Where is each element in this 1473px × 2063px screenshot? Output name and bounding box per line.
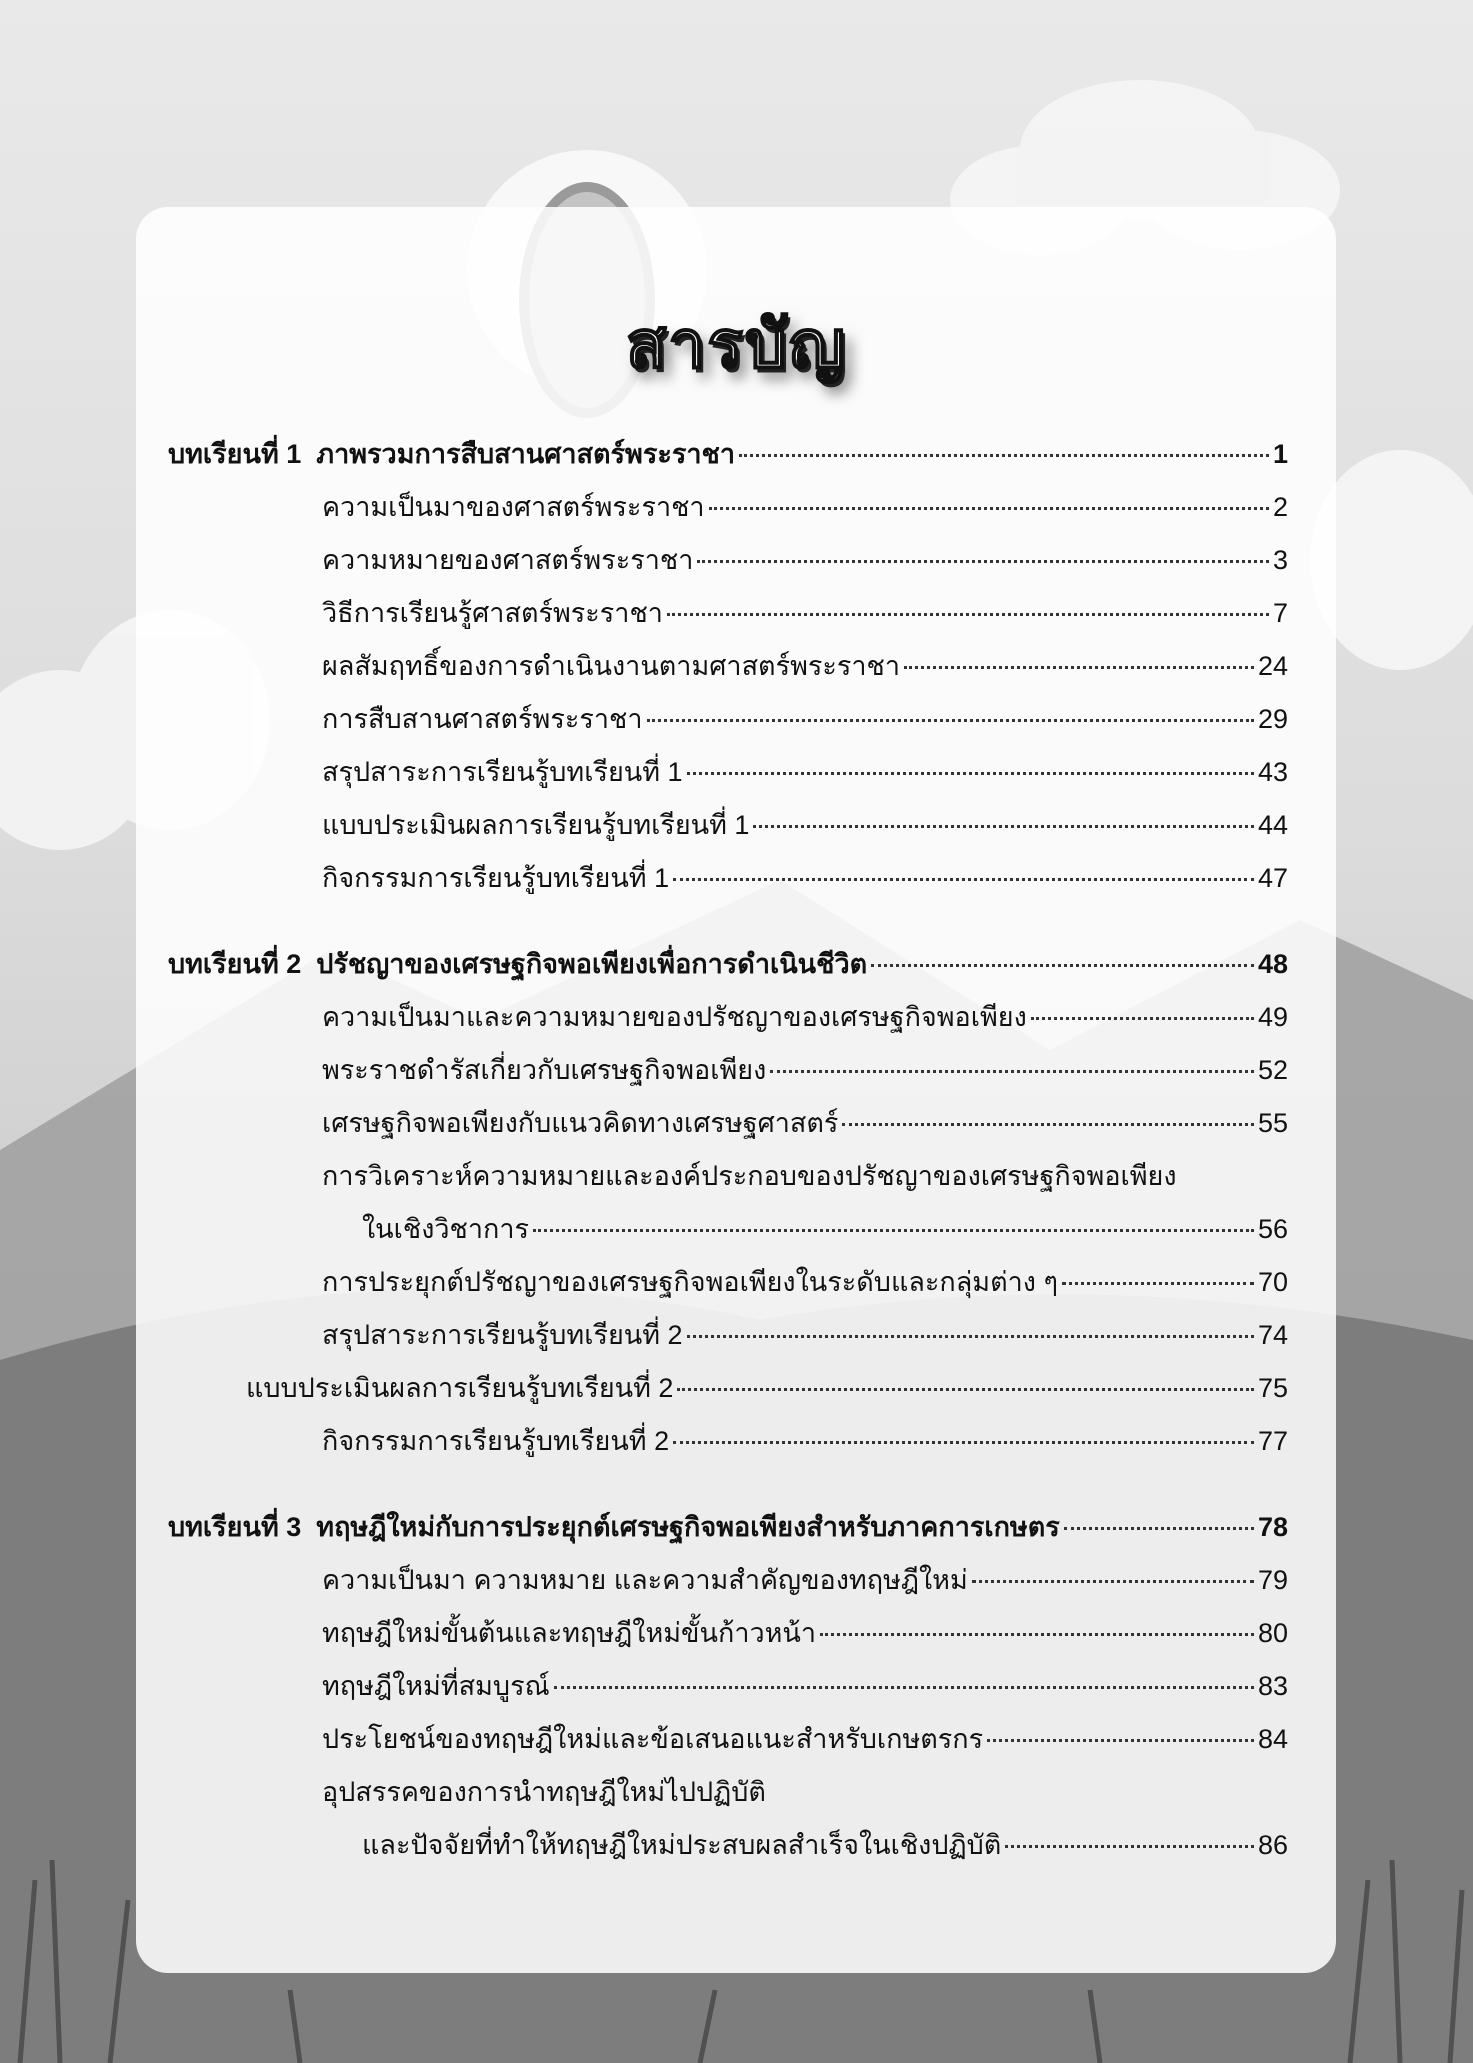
toc-item-text: ทฤษฎีใหม่ที่สมบูรณ์ [322, 1671, 550, 1701]
dot-leader [687, 1335, 1254, 1338]
dot-leader [1064, 1527, 1254, 1530]
toc-item-text: ผลสัมฤทธิ์ของการดำเนินงานตามศาสตร์พระราชา [322, 651, 901, 681]
page-number: 7 [1272, 598, 1288, 628]
toc-item-text: แบบประเมินผลการเรียนรู้บทเรียนที่ 1 [322, 810, 750, 840]
dot-leader [972, 1580, 1254, 1583]
toc-item[interactable] [322, 1315, 1288, 1355]
toc-item[interactable] [322, 1050, 1288, 1090]
dot-leader [673, 1441, 1254, 1444]
toc-item[interactable] [322, 540, 1288, 580]
dot-leader [1062, 1282, 1254, 1285]
toc-item[interactable] [322, 1262, 1288, 1302]
page-number: 1 [1272, 439, 1288, 469]
page-number: 47 [1257, 863, 1288, 893]
toc-item-text: และปัจจัยที่ทำให้ทฤษฎีใหม่ประสบผลสำเร็จในเชิงปฏิบัติ [362, 1830, 1002, 1860]
toc-item-text: กิจกรรมการเรียนรู้บทเรียนที่ 2 [322, 1426, 670, 1456]
toc-item-text: วิธีการเรียนรู้ศาสตร์พระราชา [322, 598, 663, 628]
page-number: 29 [1257, 704, 1288, 734]
page-number: 2 [1272, 492, 1288, 522]
toc-item-text: ความเป็นมาและความหมายของปรัชญาของเศรษฐกิจพอเพียง [322, 1002, 1027, 1032]
dot-leader [842, 1123, 1254, 1126]
dot-leader [770, 1070, 1254, 1073]
dot-leader [871, 964, 1254, 967]
toc-item[interactable] [362, 1209, 1288, 1249]
page-number: 80 [1257, 1618, 1288, 1648]
dot-leader [673, 878, 1254, 881]
toc-item-text: สรุปสาระการเรียนรู้บทเรียนที่ 1 [322, 757, 683, 787]
page-number: 74 [1257, 1320, 1288, 1350]
dot-leader [709, 507, 1269, 510]
page-number: 43 [1257, 757, 1288, 787]
page-number: 84 [1257, 1724, 1288, 1754]
page-number: 75 [1257, 1373, 1288, 1403]
toc-item-text: ประโยชน์ของทฤษฎีใหม่และข้อเสนอแนะสำหรับเกษตรกร [322, 1724, 984, 1754]
toc-item-text: สรุปสาระการเรียนรู้บทเรียนที่ 2 [322, 1320, 683, 1350]
toc-item[interactable] [322, 1103, 1288, 1143]
toc-chapter-1[interactable] [168, 434, 1288, 474]
page-number: 56 [1257, 1214, 1288, 1244]
toc-item[interactable] [322, 805, 1288, 845]
toc-item[interactable] [322, 1666, 1288, 1706]
page-number: 24 [1257, 651, 1288, 681]
dot-leader [820, 1633, 1254, 1636]
toc-item-text: ความหมายของศาสตร์พระราชา [322, 545, 694, 575]
page-number: 70 [1257, 1267, 1288, 1297]
dot-leader [753, 825, 1254, 828]
toc-item[interactable] [322, 752, 1288, 792]
toc-item-text: ในเชิงวิชาการ [362, 1214, 530, 1244]
toc-item-text: พระราชดำรัสเกี่ยวกับเศรษฐกิจพอเพียง [322, 1055, 767, 1085]
toc-item[interactable] [246, 1368, 1288, 1408]
chapter-label: บทเรียนที่ 2 ปรัชญาของเศรษฐกิจพอเพียงเพื่อการดำเนินชีวิต [168, 949, 868, 979]
page-number: 77 [1257, 1426, 1288, 1456]
toc-item-text: ทฤษฎีใหม่ขั้นต้นและทฤษฎีใหม่ขั้นก้าวหน้า [322, 1618, 817, 1648]
page-number: 86 [1257, 1830, 1288, 1860]
toc-item-text: ความเป็นมาของศาสตร์พระราชา [322, 492, 705, 522]
page-number: 55 [1257, 1108, 1288, 1138]
page-number: 83 [1257, 1671, 1288, 1701]
dot-leader [904, 666, 1254, 669]
toc-item[interactable] [322, 1421, 1288, 1461]
dot-leader [687, 772, 1254, 775]
chapter-label: บทเรียนที่ 3 ทฤษฎีใหม่กับการประยุกต์เศรษฐกิจพอเพียงสำหรับภาคการเกษตร [168, 1512, 1060, 1542]
page-number: 78 [1257, 1512, 1288, 1542]
toc-item-wrap-line[interactable] [322, 1772, 1288, 1812]
toc-item-wrap-line[interactable] [322, 1156, 1288, 1196]
toc-chapter-3[interactable] [168, 1507, 1288, 1547]
toc-item[interactable] [322, 858, 1288, 898]
toc-item[interactable] [322, 1613, 1288, 1653]
toc-item-text: อุปสรรคของการนำทฤษฎีใหม่ไปปฏิบัติ [322, 1777, 766, 1807]
dot-leader [667, 613, 1269, 616]
toc-item-text: แบบประเมินผลการเรียนรู้บทเรียนที่ 2 [246, 1373, 674, 1403]
page-number: 44 [1257, 810, 1288, 840]
toc-item-text: การวิเคราะห์ความหมายและองค์ประกอบของปรัชญาของเศรษฐกิจพอเพียง [322, 1161, 1177, 1191]
dot-leader [697, 560, 1269, 563]
toc-item[interactable] [322, 699, 1288, 739]
toc-item-text: เศรษฐกิจพอเพียงกับแนวคิดทางเศรษฐศาสตร์ [322, 1108, 839, 1138]
toc-chapter-2[interactable] [168, 944, 1288, 984]
dot-leader [677, 1388, 1254, 1391]
dot-leader [647, 719, 1254, 722]
dot-leader [1005, 1845, 1254, 1848]
toc-item[interactable] [322, 593, 1288, 633]
dot-leader [739, 454, 1269, 457]
toc-item[interactable] [322, 1560, 1288, 1600]
page-number: 52 [1257, 1055, 1288, 1085]
page-number: 3 [1272, 545, 1288, 575]
dot-leader [533, 1229, 1254, 1232]
toc-item[interactable] [322, 1719, 1288, 1759]
toc-item[interactable] [322, 487, 1288, 527]
page-number: 79 [1257, 1565, 1288, 1595]
dot-leader [987, 1739, 1254, 1742]
toc-item[interactable] [362, 1825, 1288, 1865]
dot-leader [1031, 1017, 1254, 1020]
dot-leader [554, 1686, 1254, 1689]
page-number: 48 [1257, 949, 1288, 979]
toc-item[interactable] [322, 997, 1288, 1037]
toc-item[interactable] [322, 646, 1288, 686]
toc-item-text: การประยุกต์ปรัชญาของเศรษฐกิจพอเพียงในระดับและกลุ่มต่าง ๆ [322, 1267, 1058, 1297]
toc-item-text: กิจกรรมการเรียนรู้บทเรียนที่ 1 [322, 863, 670, 893]
toc-item-text: การสืบสานศาสตร์พระราชา [322, 704, 643, 734]
page-title: สารบัญ [626, 306, 847, 383]
chapter-label: บทเรียนที่ 1 ภาพรวมการสืบสานศาสตร์พระราชา [168, 439, 735, 469]
toc-item-text: ความเป็นมา ความหมาย และความสำคัญของทฤษฎีใหม่ [322, 1565, 968, 1595]
page-number: 49 [1257, 1002, 1288, 1032]
